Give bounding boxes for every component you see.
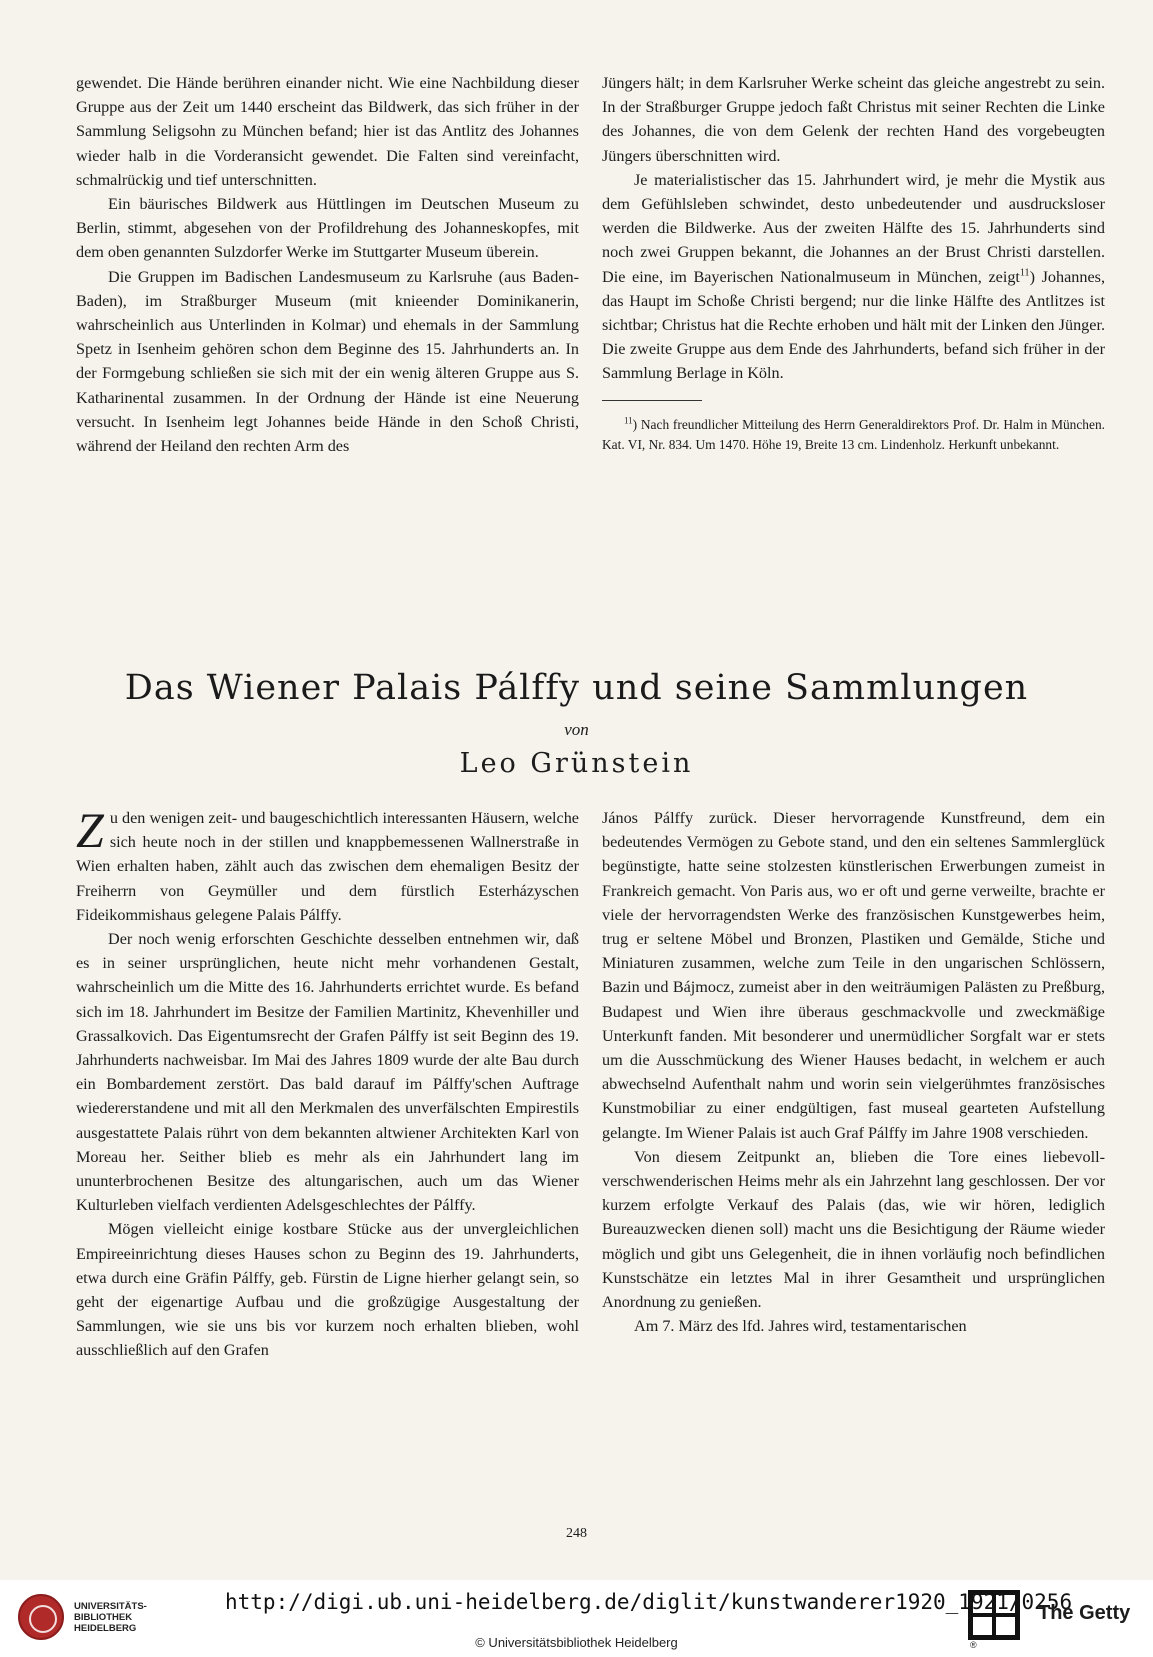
copyright-notice: © Universitätsbibliothek Heidelberg — [475, 1635, 678, 1650]
digitization-footer — [0, 1580, 1153, 1657]
paragraph: Von diesem Zeitpunkt an, blieben die Tore eines liebevoll-verschwenderischen Heims mehr als ein Jahrzehnt lang geschlossen. Der vor kurzem erfolgte Verkauf des Palais (das, wie wir hören, lediglich Bureauzwecken dienen soll) macht uns die Besichtigung der Räume wieder möglich und gibt uns Gelegenheit, die in ihnen vorläufig noch befindlichen Kunstschätze ein letztes Mal in ihrer Gesamtheit und ursprünglichen Anordnung zu genießen. — [602, 1147, 1105, 1312]
article-title: Das Wiener Palais Pálffy und seine Sammlungen — [124, 668, 1029, 708]
getty-name[interactable]: The Getty — [1038, 1602, 1131, 1624]
paragraph-text: ) Johannes, das Haupt im Schoße Christi bergend; nur die linke Hälfte des Antlitzes ist sichtbar; Christus hat die Rechte erhoben und hält mit der Linken den Jünger. Die zweite Gruppe aus dem Ende des Jahrhunderts, befand sich früher in der Sammlung Berlage in Köln. — [602, 267, 1106, 383]
paragraph: Jüngers hält; in dem Karlsruher Werke scheint das gleiche angestrebt zu sein. In der Straßburger Gruppe jedoch faßt Christus mit seiner Rechten die Linke des Johannes, die von dem Gelenk der rechten Hand des vorgebeugten Jüngers überschnitten wird. — [602, 74, 1105, 165]
university-seal-icon — [18, 1594, 64, 1640]
paragraph — [76, 802, 579, 927]
library-name: UNIVERSITÄTS- BIBLIOTHEK HEIDELBERG — [74, 1600, 147, 1634]
footnote-number: 11 — [624, 415, 633, 426]
paragraph: Der noch wenig erforschten Geschichte desselben entnehmen wir, daß es in seiner ursprünglichen, heute nicht mehr vorhandenen Gestalt, wahrscheinlich um die Mitte des 16. Jahrhunderts errichtet wurde. Es befand sich im 18. Jahrhundert im Besitze der Familien Martinitz, Khevenhiller und Grassalkovich. Das Eigentumsrecht der Grafen Pálffy ist seit Beginn des 19. Jahrhunderts nachweisbar. Im Mai des Jahres 1809 wurde der alte Bau durch ein Bombardement zerstört. Das bald darauf im Pálffy'schen Auftrage wiedererstandene und mit all den Merkmalen des unverfälschten Empirestils ausgestattete Palais rührt von dem bekannten altwiener Architekten Karl von Moreau her. Seither blieb es mehr als ein Jahrhundert lang im ununterbrochenen Besitze des altungarischen, auch um das Wiener Kulturleben vielfach verdienten Adelsgeschlechtes der Pálffy. — [76, 930, 579, 1215]
top-right-column — [602, 71, 1105, 455]
byline-von: von — [564, 720, 589, 739]
paragraph: Am 7. März des lfd. Jahres wird, testamentarischen — [634, 1317, 967, 1336]
paragraph: gewendet. Die Hände berühren einander nicht. Wie eine Nachbildung dieser Gruppe aus der Zeit um 1440 erscheint das Bildwerk, das sich früher in der Sammlung Seligsohn zu München befand; hier ist das Antlitz des Johannes wieder halb in die Vorderansicht gewendet. Die Falten sind vereinfacht, schmalrückig und tief unterschnitten. — [76, 74, 579, 189]
drop-cap: Z — [76, 802, 104, 858]
bottom-left-column — [76, 802, 579, 1363]
paragraph-text: Je materialistischer das 15. Jahrhundert wird, je mehr die Mystik aus dem Gefühlsleben schwindet, desto unbedeutender und ausdrucksloser werden die Bildwerke. Aus der zweiten Hälfte des 15. Jahrhunderts sind noch zwei Gruppen bekannt, die Johannes an der Brust Christi darstellen. Die eine, im Bayerischen Nationalmuseum in München, zeigt — [602, 170, 1105, 286]
paragraph: Mögen vielleicht einige kostbare Stücke aus der unvergleichlichen Empireeinrichtung dieses Hauses schon zu Beginn des 19. Jahrhunderts, etwa durch eine Gräfin Pálffy, geb. Fürstin de Ligne hierher gelangt sein, so geht der eigenartige Aufbau und die großzügige Ausgestaltung der Sammlungen, wie sie uns bis vor kurzem noch erhalten blieben, wohl ausschließlich auf den Grafen — [76, 1220, 579, 1360]
paragraph — [602, 168, 1105, 386]
footnote-ref[interactable]: 11 — [1019, 267, 1030, 279]
paragraph: Ein bäurisches Bildwerk aus Hüttlingen im Deutschen Museum zu Berlin, stimmt, abgesehen von der Profildrehung des Johanneskopfes, mit dem oben genannten Sulzdorfer Werke im Stuttgarter Museum überein. — [76, 195, 579, 262]
bottom-right-column — [602, 806, 1105, 1338]
top-left-column — [76, 71, 579, 458]
page-number: 248 — [566, 1526, 587, 1541]
paragraph-text: u den wenigen zeit- und baugeschichtlich interessanten Häusern, welche sich heute noch in der stillen und knappbemessenen Wallnerstraße in Wien erhalten haben, zählt auch das zwischen dem ehemaligen Besitz der Freiherrn von Geymüller und dem fürstlich Esterházyschen Fideikommishaus gelegene Palais Pálffy. — [76, 809, 579, 924]
footnote-divider — [602, 400, 702, 401]
getty-logo-icon[interactable] — [968, 1590, 1020, 1640]
article-author: Leo Grünstein — [459, 748, 694, 779]
registered-mark: ® — [970, 1640, 977, 1650]
footnote — [602, 415, 1105, 455]
footnote-text: ) Nach freundlicher Mitteilung des Herrn Generaldirektors Prof. Dr. Halm in München. Kat. VI, Nr. 834. Um 1470. Höhe 19, Breite 13 cm. Lindenholz. Herkunft unbekannt. — [602, 416, 1105, 452]
source-url-link[interactable]: http://digi.ub.uni-heidelberg.de/diglit/kunstwanderer1920_1921/0256 — [225, 1590, 1073, 1614]
paragraph: Die Gruppen im Badischen Landesmuseum zu Karlsruhe (aus Baden-Baden), im Straßburger Museum (mit knieender Dominikanerin, wahrscheinlich aus Unterlinden in Kolmar) und ehemals in der Sammlung Spetz in Isenheim gehören schon dem Beginne des 15. Jahrhunderts an. In der Formgebung schließen sie sich mit der ein wenig älteren Gruppe aus S. Katharinental zusammen. In der Ordnung der Hände ist eine Neuerung versucht. In Isenheim legt Johannes beide Hände in den Schoß Christi, während der Heiland den rechten Arm des — [76, 267, 579, 456]
paragraph: János Pálffy zurück. Dieser hervorragende Kunstfreund, dem ein bedeutendes Vermögen zu Gebote stand, und den ein seltenes Sammlerglück begünstigte, hatte seine stolzesten künstlerischen Erwerbungen zumeist in Frankreich gemacht. Von Paris aus, wo er oft und gerne verweilte, brachte er viele der hervorragendsten Werke des französischen Kunstgewerbes heim, trug er seltene Möbel und Bronzen, Plastiken und Gemälde, Stiche und Miniaturen zusammen, welche zum Teile in den ungarischen Schlössern, Bazin und Bájmocz, zumeist aber in den weiträumigen Palästen zu Preßburg, Budapest und Wien ihre überaus geschmackvolle und zweckmäßige Unterkunft fanden. Mit besonderer und unermüdlicher Sorgfalt war er stets um die Ausschmückung des Wiener Hauses bedacht, in welchem er auch abwechselnd Aufenthalt nahm und worin sein vielgerühmtes französisches Kunstmobiliar zu einer endgültigen, fast museal gearteten Aufstellung gelangte. Im Wiener Palais ist auch Graf Pálffy im Jahre 1908 verschieden. — [602, 809, 1105, 1142]
library-logo[interactable] — [18, 1594, 147, 1640]
